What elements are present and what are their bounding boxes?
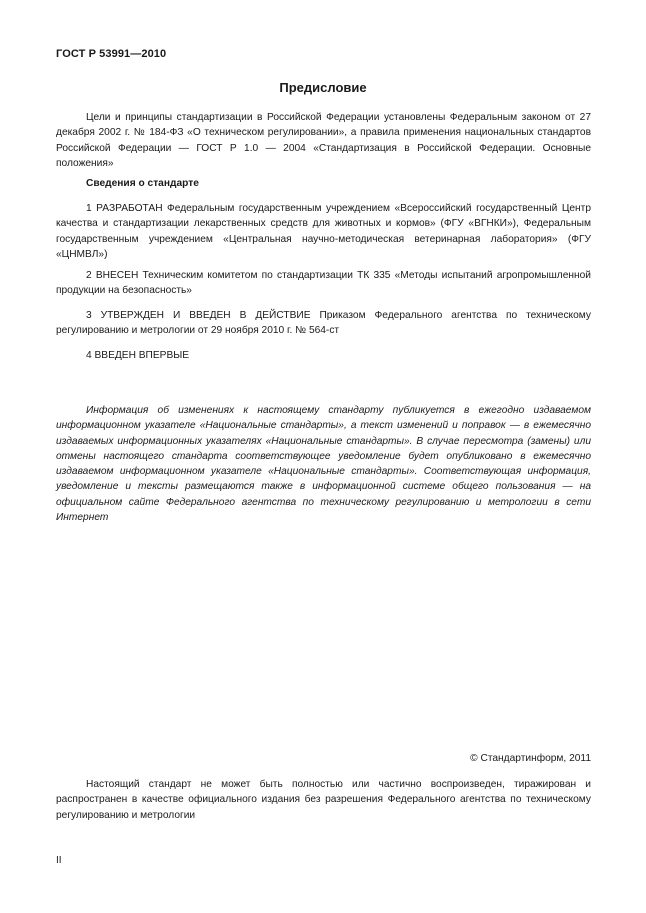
info-item-1 <box>56 201 591 262</box>
page-title: Предисловие <box>279 80 367 95</box>
document-code: ГОСТ Р 53991—2010 <box>56 48 167 60</box>
page-number: II <box>56 855 62 866</box>
info-item-text: 1 РАЗРАБОТАН Федеральным государственным учреждением «Всероссийский государственный Центр качества и стандартизации лекарственных средств для животных и кормов» (ФГУ «ВГНКИ»), Федеральным государственным учреждением «Центральная научно-методическая ветеринарная лаборатория» (ФГУ «ЦНМВЛ») <box>56 203 591 260</box>
reproduction-notice <box>56 777 591 823</box>
intro-paragraph: Цели и принципы стандартизации в Российской Федерации установлены Федеральным законом от 27 декабря 2002 г. № 184-ФЗ «О техническом регулировании», а правила применения национальных стандартов Российской Федерации — ГОСТ Р 1.0 — 2004 «Стандартизация в Российской Федерации. Основные положения» <box>56 112 591 169</box>
info-item-text: 4 ВВЕДЕН ВПЕРВЫЕ <box>86 350 190 361</box>
reproduction-paragraph: Настоящий стандарт не может быть полностью или частично воспроизведен, тиражирован и распространен в качестве официального издания без разрешения Федерального агентства по техническому регулированию и метрологии <box>56 779 591 821</box>
copyright-line: © Стандартинформ, 2011 <box>470 753 591 764</box>
changes-notice <box>56 403 591 525</box>
notice-paragraph: Информация об изменениях к настоящему стандарту публикуется в ежегодно издаваемом информационном указателе «Национальные стандарты», а текст изменений и поправок — в ежемесячно издаваемых информационных указателях «Национальные стандарты». В случае пересмотра (замены) или отмены настоящего стандарта соответствующее уведомление будет опубликовано в ежемесячно издаваемом информационном указателе «Национальные стандарты». Соответствующая информация, уведомление и тексты размещаются также в информационной системе общего пользования — на официальном сайте Федерального агентства по техническому регулированию и метрологии в сети Интернет <box>56 405 591 524</box>
info-item-text: 3 УТВЕРЖДЕН И ВВЕДЕН В ДЕЙСТВИЕ Приказом Федерального агентства по техническому регулированию и метрологии от 29 ноября 2010 г. № 564-ст <box>56 310 591 337</box>
intro-section <box>56 110 591 171</box>
info-item-2 <box>56 268 591 299</box>
info-item-4 <box>56 348 591 363</box>
info-item-text: 2 ВНЕСЕН Техническим комитетом по стандартизации ТК 335 «Методы испытаний агропромышленной продукции на безопасность» <box>56 270 591 297</box>
info-item-3 <box>56 308 591 339</box>
info-heading: Сведения о стандарте <box>86 178 199 189</box>
